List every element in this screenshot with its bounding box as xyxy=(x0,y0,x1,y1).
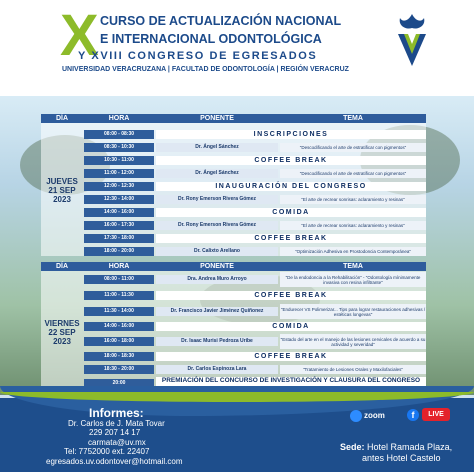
facebook-icon[interactable]: f xyxy=(407,409,419,421)
schedule-day-1 xyxy=(41,114,426,256)
day-1-label xyxy=(41,124,83,256)
time-cell: 10:30 - 11:00 xyxy=(84,156,154,165)
session-band: COMIDA xyxy=(156,208,426,217)
speaker-cell: Dra. Andrea Muro Arroyo xyxy=(156,275,278,284)
speaker-cell: Dr. Ángel Sánchez xyxy=(156,143,278,152)
time-cell: 18:00 - 18:30 xyxy=(84,352,154,361)
zoom-label: zoom xyxy=(364,411,385,420)
col-hora: HORA xyxy=(108,263,130,270)
time-cell: 12:30 - 14:00 xyxy=(84,195,154,204)
topic-cell: "De la endodoncia a la Rehabilitación" - "Odontología mínimamente invasiva con resina infiltrante" xyxy=(280,272,426,287)
contact-email-link[interactable]: carmata@uv.mx xyxy=(88,438,146,447)
header-line-1: CURSO DE ACTUALIZACIÓN NACIONAL xyxy=(100,14,342,28)
session-band: COFFEE BREAK xyxy=(156,234,426,243)
table-header-day-2 xyxy=(41,262,426,271)
university-logo-icon xyxy=(388,10,436,70)
day-2-weekday: VIERNES xyxy=(44,318,80,328)
topic-cell: "Tratamiento de Lesiones Orales y Maxilofaciales" xyxy=(280,365,426,374)
col-dia: DÍA xyxy=(55,115,69,122)
day-2-label xyxy=(41,272,83,392)
contact-email-link-2[interactable]: egresados.uv.odontover@hotmail.com xyxy=(46,457,183,466)
topic-cell: "Endurecer VS Polimerizar... Tips para lograr restauraciones adhesivas / estéticas longevas" xyxy=(280,304,426,319)
speaker-cell: Dr. Carlos Espinoza Lara xyxy=(156,365,278,374)
session-band: COFFEE BREAK xyxy=(156,156,426,165)
table-header-day-1 xyxy=(41,114,426,123)
speaker-cell: Dr. Rony Emerson Rivera Gómez xyxy=(156,195,278,204)
speaker-cell: Dr. Francisco Javier Jiménez Quiñonez xyxy=(156,307,278,316)
col-ponente: PONENTE xyxy=(200,263,234,270)
topic-cell: "El arte de recrear sonrisas: aclaramiento y resinas" xyxy=(280,195,426,204)
day-2-date: 22 SEP 2023 xyxy=(48,327,76,346)
informes-title: Informes: xyxy=(89,406,144,420)
time-cell: 20:00 xyxy=(84,379,154,388)
col-tema: TEMA xyxy=(343,263,363,270)
time-cell: 11:00 - 11:30 xyxy=(84,291,154,300)
header-line-2: E INTERNACIONAL ODONTOLÓGICA xyxy=(100,32,322,46)
contact-name: Dr. Carlos de J. Mata Tovar xyxy=(68,419,165,428)
roman-numeral-x: X xyxy=(60,3,99,68)
col-tema: TEMA xyxy=(343,115,363,122)
header-line-3: Y XVIII CONGRESO DE EGRESADOS xyxy=(78,50,318,62)
col-dia: DÍA xyxy=(55,263,69,270)
session-band: COFFEE BREAK xyxy=(156,291,426,300)
time-cell: 14:00 - 16:00 xyxy=(84,208,154,217)
topic-cell: "Estado del arte en el manejo de las lesiones cervicales de acuerdo a su actividad y severidad" xyxy=(280,334,426,349)
col-hora: HORA xyxy=(108,115,130,122)
time-cell: 08:00 - 08:30 xyxy=(84,130,154,139)
day-1-date: 21 SEP 2023 xyxy=(48,185,76,204)
header-institution: UNIVERSIDAD VERACRUZANA | FACULTAD DE ODONTOLOGÍA | REGIÓN VERACRUZ xyxy=(62,66,349,73)
live-badge: LIVE xyxy=(422,408,450,421)
time-cell: 14:00 - 16:00 xyxy=(84,322,154,331)
day-1-weekday: JUEVES xyxy=(46,176,78,186)
speaker-cell: Dr. Isaac Murisi Pedroza Uribe xyxy=(156,337,278,346)
time-cell: 16:00 - 17:30 xyxy=(84,221,154,230)
schedule-day-2 xyxy=(41,262,426,392)
contact-phone: 229 207 14 17 xyxy=(89,428,141,437)
venue-line-2: antes Hotel Castelo xyxy=(362,453,441,463)
time-cell: 11:30 - 14:00 xyxy=(84,307,154,316)
event-header xyxy=(0,0,474,96)
contact-phone-ext: Tel: 7752000 ext. 22407 xyxy=(64,447,150,456)
speaker-cell: Dr. Rony Emerson Rivera Gómez xyxy=(156,221,278,230)
col-ponente: PONENTE xyxy=(200,115,234,122)
time-cell: 17:30 - 18:00 xyxy=(84,234,154,243)
topic-cell: "Optimización Adhesiva en Prostodoncia Contemporánea" xyxy=(280,247,426,256)
time-cell: 11:00 - 12:00 xyxy=(84,169,154,178)
time-cell: 18:00 - 20:00 xyxy=(84,247,154,256)
time-cell: 08:00 - 11:00 xyxy=(84,275,154,284)
time-cell: 18:30 - 20:00 xyxy=(84,365,154,374)
session-band: COMIDA xyxy=(156,322,426,331)
speaker-cell: Dr. Calixto Arellano xyxy=(156,247,278,256)
venue-label: Sede: xyxy=(340,442,365,452)
time-cell: 08:30 - 10:30 xyxy=(84,143,154,152)
speaker-cell: Dr. Ángel Sánchez xyxy=(156,169,278,178)
zoom-badge[interactable] xyxy=(350,410,385,422)
session-band: INSCRIPCIONES xyxy=(156,130,426,139)
topic-cell: "El arte de recrear sonrisas: aclaramiento y resinas" xyxy=(280,221,426,230)
venue-line-1: Hotel Ramada Plaza, xyxy=(367,442,453,452)
session-band: INAUGURACIÓN DEL CONGRESO xyxy=(156,182,426,191)
topic-cell: "Descodificando el arte de estratificar con pigmentos" xyxy=(280,169,426,178)
zoom-icon xyxy=(350,410,362,422)
time-cell: 12:00 - 12:30 xyxy=(84,182,154,191)
session-band: COFFEE BREAK xyxy=(156,352,426,361)
venue-info xyxy=(340,442,452,464)
topic-cell: "Descodificando el arte de estratificar con pigmentos" xyxy=(280,143,426,152)
session-band-closing: PREMIACIÓN DEL CONCURSO DE INVESTIGACIÓN Y CLAUSURA DEL CONGRESO xyxy=(156,377,426,391)
time-cell: 16:00 - 18:00 xyxy=(84,337,154,346)
